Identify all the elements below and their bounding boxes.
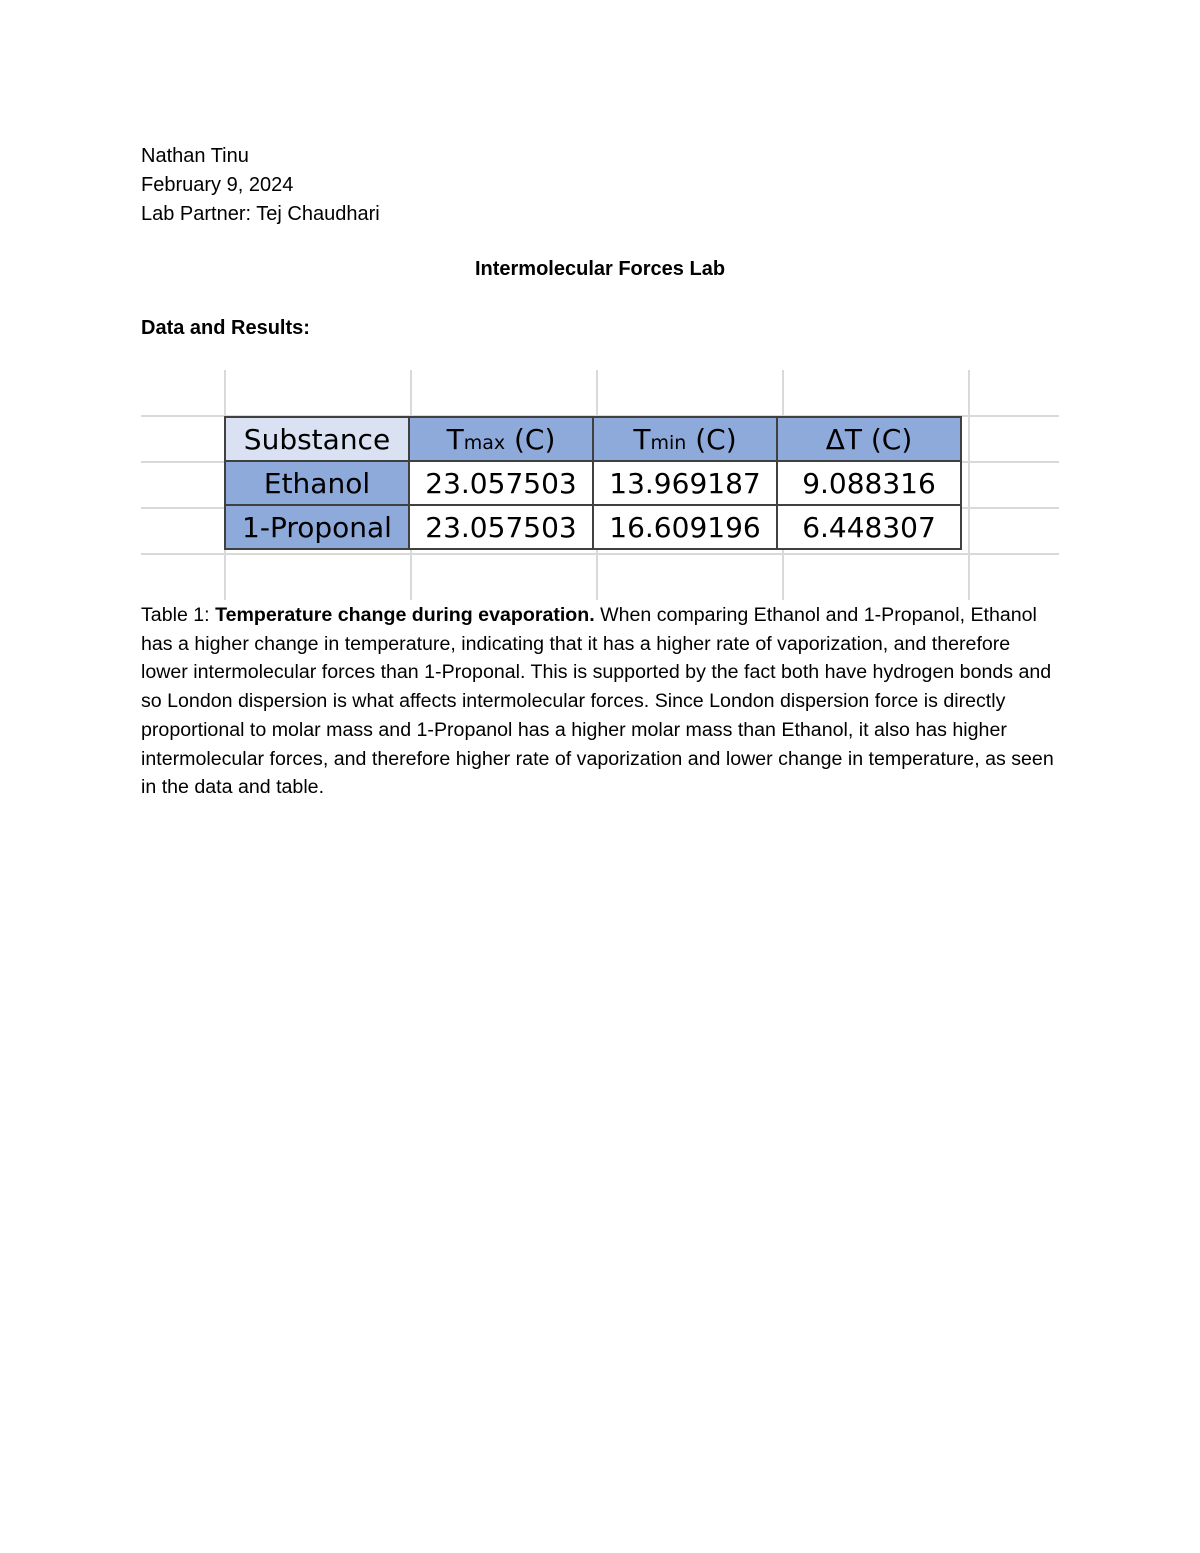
cell-tmax: 23.057503 bbox=[409, 505, 593, 549]
spreadsheet-snip bbox=[141, 370, 1059, 600]
cell-tmin: 13.969187 bbox=[593, 461, 777, 505]
gridline bbox=[968, 370, 970, 600]
header-tmax: Tmax (C) bbox=[409, 417, 593, 461]
row-label: Ethanol bbox=[225, 461, 409, 505]
table-row bbox=[225, 461, 961, 505]
cell-delta-t: 9.088316 bbox=[777, 461, 961, 505]
cell-delta-t: 6.448307 bbox=[777, 505, 961, 549]
cell-tmax: 23.057503 bbox=[409, 461, 593, 505]
table-row bbox=[225, 505, 961, 549]
page-title: Intermolecular Forces Lab bbox=[474, 258, 726, 280]
author-name: Nathan Tinu bbox=[141, 145, 249, 167]
table-header-row bbox=[225, 417, 961, 461]
lab-partner: Lab Partner: Tej Chaudhari bbox=[141, 203, 380, 225]
header-delta-t: ΔT (C) bbox=[777, 417, 961, 461]
row-label: 1-Proponal bbox=[225, 505, 409, 549]
report-date: February 9, 2024 bbox=[141, 174, 294, 196]
caption-body: When comparing Ethanol and 1-Propanol, Ethanol has a higher change in temperature, indicating that it has a higher rate of vaporization, and therefore lower intermolecular forces than 1-Proponal. This is supported by the fact both have hydrogen bonds and so London dispersion is what affects intermolecular forces. Since London dispersion force is directly proportional to molar mass and 1-Propanol has a higher molar mass than Ethanol, it also has higher intermolecular forces, and therefore higher rate of vaporization and lower change in temperature, as seen in the data and table. bbox=[141, 604, 1054, 799]
table-caption bbox=[141, 601, 1061, 802]
results-table bbox=[224, 416, 962, 550]
header-tmin: Tmin (C) bbox=[593, 417, 777, 461]
caption-prefix: Table 1: bbox=[141, 604, 216, 626]
gridline bbox=[141, 553, 1059, 555]
cell-tmin: 16.609196 bbox=[593, 505, 777, 549]
section-heading: Data and Results: bbox=[141, 317, 310, 339]
caption-title: Temperature change during evaporation. bbox=[215, 604, 595, 626]
header-substance: Substance bbox=[225, 417, 409, 461]
